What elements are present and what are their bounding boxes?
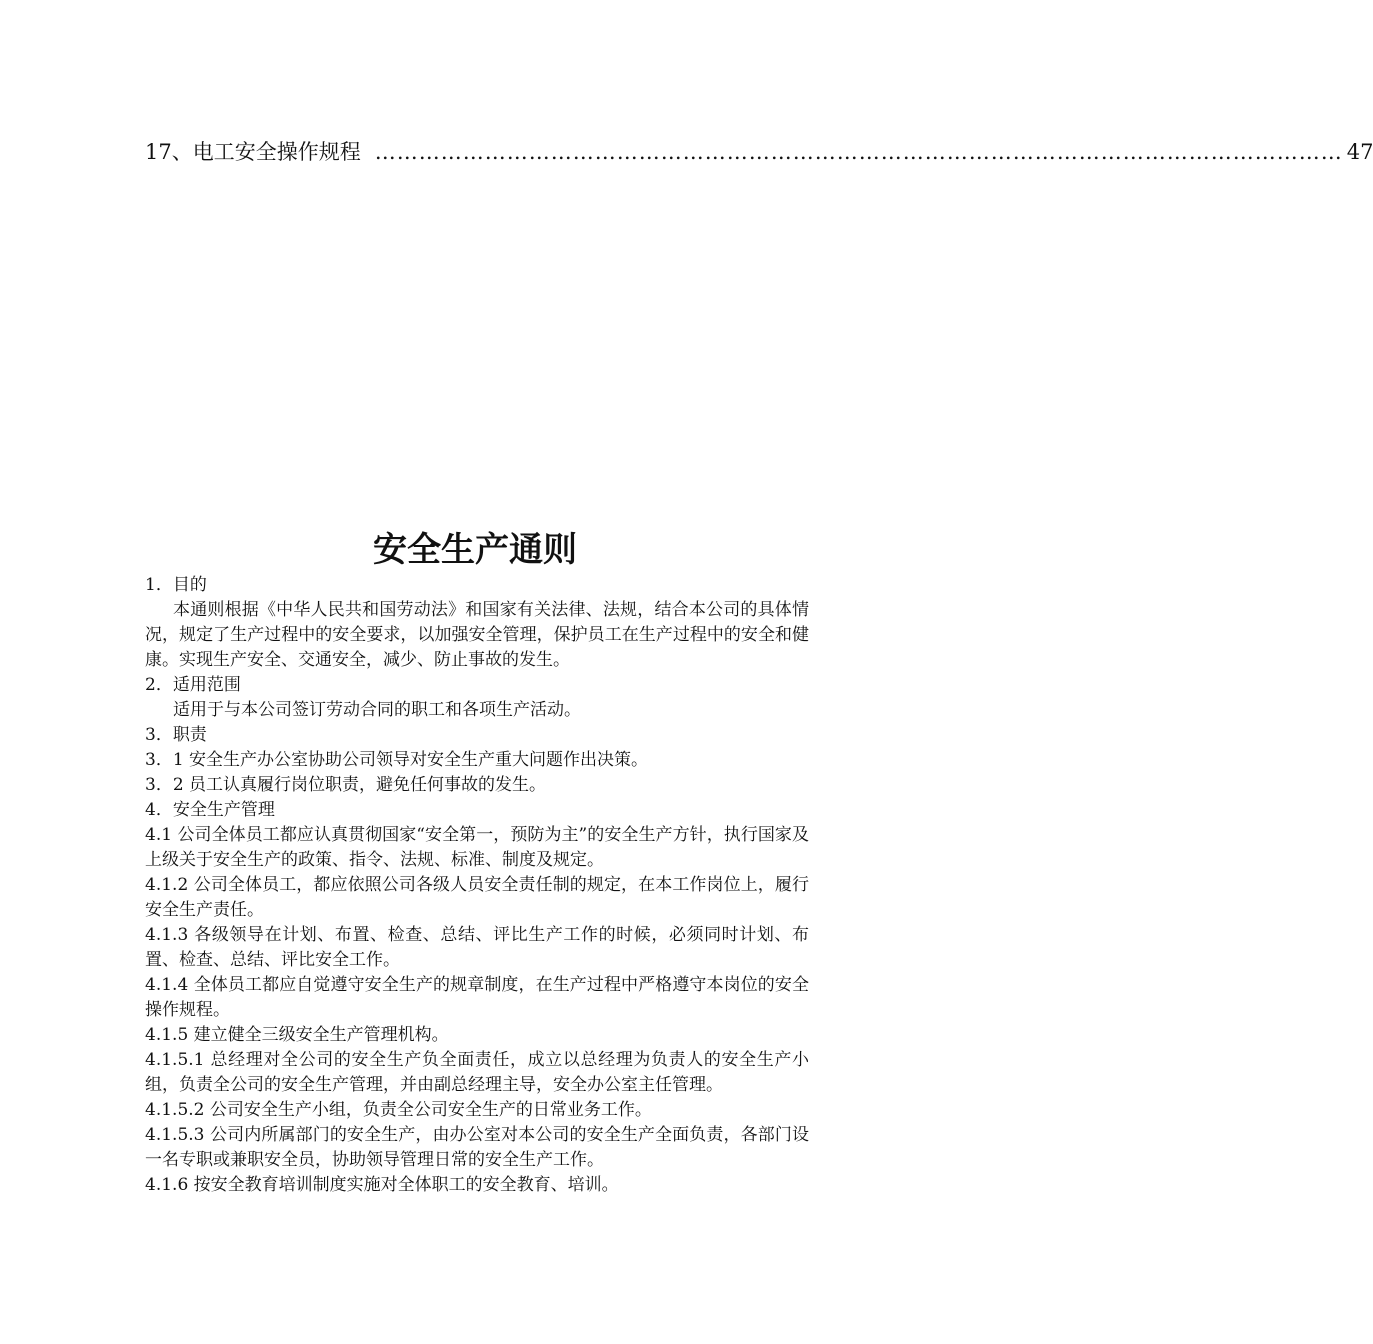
- body-paragraph: 1．目的: [145, 575, 207, 595]
- toc-dot-leader: ……………………………………………………………………………………………………………………: [374, 140, 1343, 164]
- document-body: [145, 573, 809, 1198]
- toc-entry: [145, 138, 1373, 166]
- body-paragraph: 4.1 公司全体员工都应认真贯彻国家“安全第一，预防为主”的安全生产方针，执行国家及上级关于安全生产的政策、指令、法规、标准、制度及规定。: [145, 825, 809, 870]
- body-paragraph: 4.1.5 建立健全三级安全生产管理机构。: [145, 1025, 449, 1045]
- body-paragraph: 4．安全生产管理: [145, 800, 275, 820]
- body-paragraph: 本通则根据《中华人民共和国劳动法》和国家有关法律、法规，结合本公司的具体情况，规定了生产过程中的安全要求，以加强安全管理，保护员工在生产过程中的安全和健康。实现生产安全、交通安全，减少、防止事故的发生。: [145, 600, 809, 670]
- body-paragraph: 3．2 员工认真履行岗位职责，避免任何事故的发生。: [145, 775, 547, 795]
- toc-entry-title: 17、电工安全操作规程: [145, 140, 361, 164]
- body-paragraph: 4.1.5.1 总经理对全公司的安全生产负全面责任，成立以总经理为负责人的安全生产小组，负责全公司的安全生产管理，并由副总经理主导，安全办公室主任管理。: [145, 1050, 809, 1095]
- toc-page-number: 47: [1346, 140, 1373, 164]
- body-paragraph: 2．适用范围: [145, 675, 241, 695]
- body-paragraph: 4.1.6 按安全教育培训制度实施对全体职工的安全教育、培训。: [145, 1175, 619, 1195]
- body-paragraph: 适用于与本公司签订劳动合同的职工和各项生产活动。: [173, 700, 581, 720]
- body-paragraph: 3．职责: [145, 725, 207, 745]
- body-paragraph: 4.1.2 公司全体员工，都应依照公司各级人员安全责任制的规定，在本工作岗位上，履行安全生产责任。: [145, 875, 809, 920]
- body-paragraph: 3．1 安全生产办公室协助公司领导对安全生产重大问题作出决策。: [145, 750, 649, 770]
- document-title: 安全生产通则: [373, 530, 577, 570]
- body-paragraph: 4.1.5.2 公司安全生产小组，负责全公司安全生产的日常业务工作。: [145, 1100, 652, 1120]
- body-paragraph: 4.1.4 全体员工都应自觉遵守安全生产的规章制度，在生产过程中严格遵守本岗位的安全操作规程。: [145, 975, 809, 1020]
- body-paragraph: 4.1.5.3 公司内所属部门的安全生产，由办公室对本公司的安全生产全面负责，各部门设一名专职或兼职安全员，协助领导管理日常的安全生产工作。: [145, 1125, 809, 1170]
- body-paragraph: 4.1.3 各级领导在计划、布置、检查、总结、评比生产工作的时候，必须同时计划、布置、检查、总结、评比安全工作。: [145, 925, 809, 970]
